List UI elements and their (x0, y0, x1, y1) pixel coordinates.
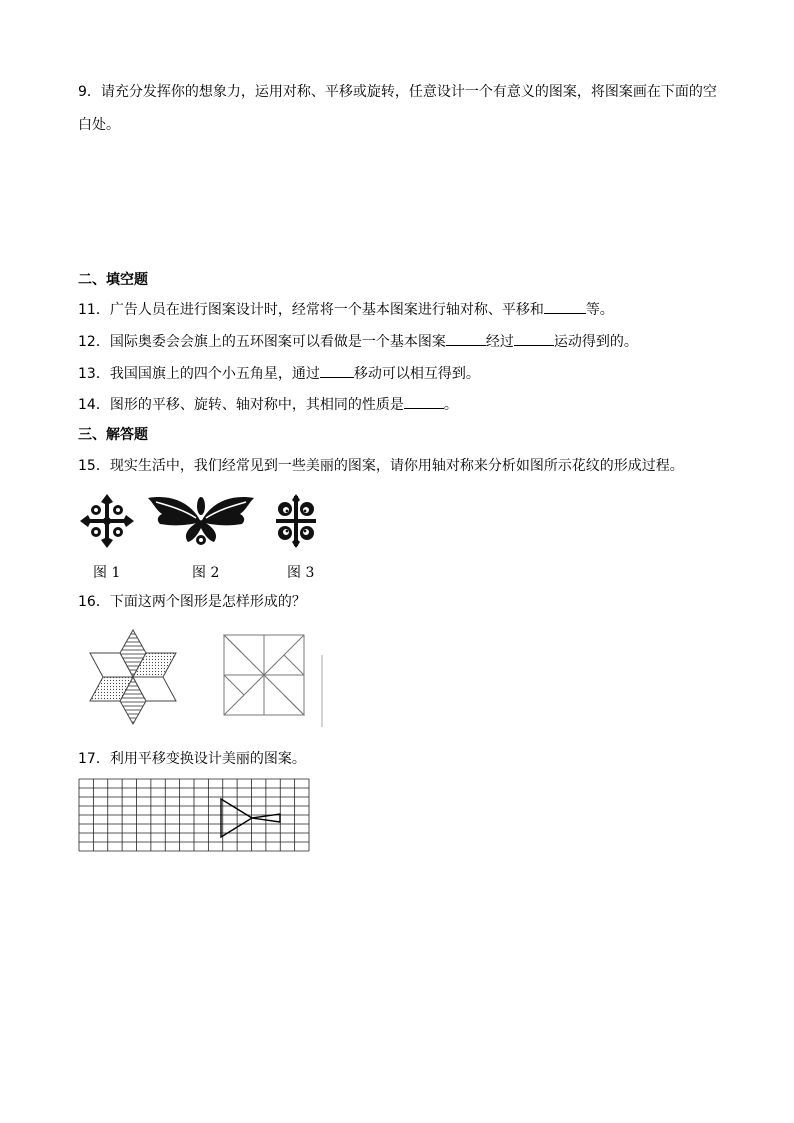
q12-answer-blank-2[interactable] (514, 331, 554, 346)
q12-text-part2: 经过 (485, 334, 514, 350)
q11 (78, 299, 614, 320)
q15-figure-3 (272, 492, 320, 550)
q16-figure-pinwheel (222, 633, 324, 729)
q14 (78, 394, 458, 415)
q17-large-triangle (221, 799, 252, 837)
q16-text: 16．下面这两个图形是怎样形成的？ (78, 594, 306, 610)
q9-line1: 9．请充分发挥你的想象力，运用对称、平移或旋转，任意设计一个有意义的图案，将图案画在下面的空 (78, 84, 717, 100)
q15-figure-1-label: 图 1 (93, 565, 121, 581)
q16-figure-star (88, 628, 178, 726)
q14-text-before: 14．图形的平移、旋转、轴对称中，其相同的性质是 (78, 397, 404, 413)
q14-answer-blank[interactable] (404, 394, 444, 409)
q14-text-after: 。 (443, 397, 458, 413)
q12-answer-blank-1[interactable] (446, 331, 486, 346)
q15-figure-1 (78, 492, 136, 550)
q15-figure-2 (146, 492, 256, 548)
q12-text-part1: 12．国际奥委会会旗上的五环图案可以看做是一个基本图案 (78, 334, 446, 350)
q12-text-part3: 运动得到的。 (553, 334, 638, 350)
q11-answer-blank[interactable] (544, 299, 586, 314)
q11-text-before: 11．广告人员在进行图案设计时，经常将一个基本图案进行轴对称、平移和 (78, 302, 544, 318)
q13-text-before: 13．我国国旗上的四个小五角星，通过 (78, 366, 320, 382)
section3-title: 三、解答题 (78, 427, 148, 443)
q15-figure-3-label: 图 3 (287, 565, 315, 581)
q13-answer-blank[interactable] (320, 363, 354, 378)
q9-line2: 白处。 (78, 117, 120, 133)
q13-text-after: 移动可以相互得到。 (353, 366, 480, 382)
q12 (78, 331, 638, 352)
q15-figure-2-label: 图 2 (192, 565, 220, 581)
section2-title: 二、填空题 (78, 272, 148, 288)
q17-text: 17．利用平移变换设计美丽的图案。 (78, 751, 306, 767)
q15-text: 15．现实生活中，我们经常见到一些美丽的图案，请你用轴对称来分析如图所示花纹的形成过程。 (78, 458, 684, 474)
q17-grid (78, 778, 310, 852)
q11-text-after: 等。 (585, 302, 614, 318)
q13 (78, 363, 480, 384)
